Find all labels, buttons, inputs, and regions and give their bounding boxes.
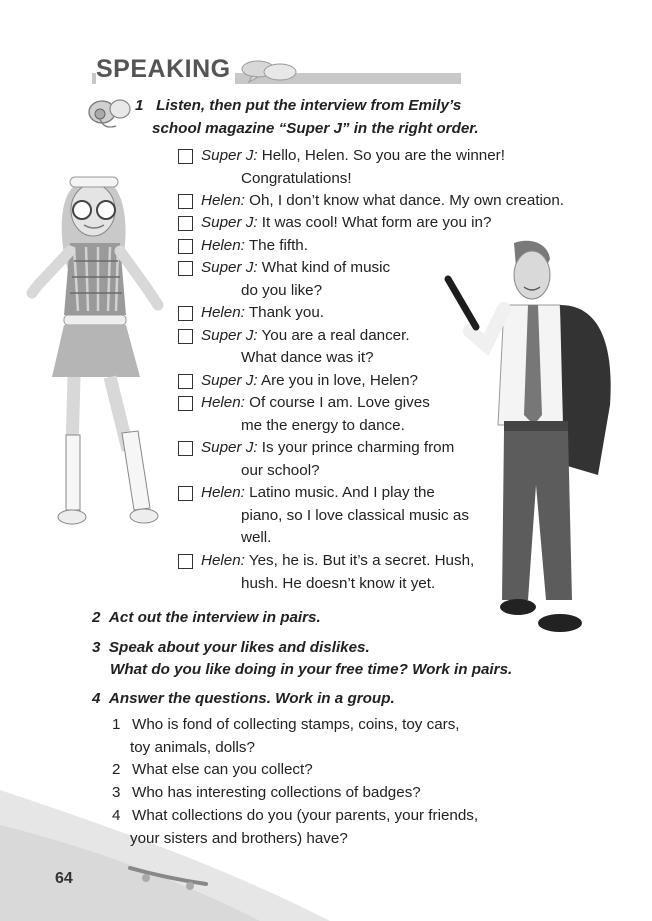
exercise2-instruction: 2 Act out the interview in pairs. bbox=[92, 609, 321, 626]
list-item: Super J: It was cool! What form are you in? bbox=[201, 214, 492, 231]
list-item-continuation: well. bbox=[241, 529, 272, 546]
exercise1-instruction-line2: school magazine “Super J” in the right order. bbox=[152, 120, 479, 137]
order-checkbox[interactable] bbox=[178, 239, 193, 254]
list-item: Super J: Hello, Helen. So you are the winner! bbox=[201, 147, 505, 164]
list-item: Super J: Is your prince charming from bbox=[201, 439, 455, 456]
list-item: Helen: Of course I am. Love gives bbox=[201, 394, 430, 411]
speech-bubbles-icon bbox=[240, 58, 300, 84]
list-item-continuation: do you like? bbox=[241, 282, 323, 299]
list-item-continuation: What dance was it? bbox=[241, 349, 374, 366]
list-item: Helen: Thank you. bbox=[201, 304, 324, 321]
order-checkbox[interactable] bbox=[178, 441, 193, 456]
list-item: Helen: Latino music. And I play the bbox=[201, 484, 435, 501]
list-item-continuation: toy animals, dolls? bbox=[130, 739, 255, 756]
list-item: Helen: Oh, I don’t know what dance. My own creation. bbox=[201, 192, 565, 209]
list-item: 4 What collections do you (your parents, your friends, bbox=[112, 807, 479, 824]
order-checkbox[interactable] bbox=[178, 306, 193, 321]
order-checkbox[interactable] bbox=[178, 554, 193, 569]
order-checkbox[interactable] bbox=[178, 329, 193, 344]
order-checkbox[interactable] bbox=[178, 396, 193, 411]
exercise3-instruction-line2: What do you like doing in your free time? Work in pairs. bbox=[110, 661, 513, 678]
list-item-continuation: Congratulations! bbox=[241, 170, 352, 187]
section-title: SPEAKING bbox=[96, 55, 235, 84]
list-item: Super J: What kind of music bbox=[201, 259, 391, 276]
list-item: Helen: The fifth. bbox=[201, 237, 308, 254]
list-item-continuation: me the energy to dance. bbox=[241, 417, 405, 434]
exercise4-instruction: 4 Answer the questions. Work in a group. bbox=[92, 690, 395, 707]
list-item-continuation: our school? bbox=[241, 462, 320, 479]
list-item: 2 What else can you collect? bbox=[112, 761, 313, 778]
boy-reporter-image bbox=[430, 235, 620, 645]
list-item: Helen: Yes, he is. But it’s a secret. Hush, bbox=[201, 552, 475, 569]
order-checkbox[interactable] bbox=[178, 149, 193, 164]
girl-dancer-image bbox=[18, 165, 178, 537]
skateboard-icon bbox=[126, 858, 210, 892]
exercise1-instruction: 1 Listen, then put the interview from Emily’s bbox=[135, 97, 462, 114]
list-item-continuation: hush. He doesn’t know it yet. bbox=[241, 575, 436, 592]
order-checkbox[interactable] bbox=[178, 486, 193, 501]
order-checkbox[interactable] bbox=[178, 216, 193, 231]
order-checkbox[interactable] bbox=[178, 374, 193, 389]
list-item-continuation: piano, so I love classical music as bbox=[241, 507, 469, 524]
list-item: 1 Who is fond of collecting stamps, coins, toy cars, bbox=[112, 716, 460, 733]
list-item: 3 Who has interesting collections of badges? bbox=[112, 784, 421, 801]
order-checkbox[interactable] bbox=[178, 194, 193, 209]
list-item: Super J: Are you in love, Helen? bbox=[201, 372, 418, 389]
list-item-continuation: your sisters and brothers) have? bbox=[130, 830, 348, 847]
order-checkbox[interactable] bbox=[178, 261, 193, 276]
exercise3-instruction: 3 Speak about your likes and dislikes. bbox=[92, 639, 370, 656]
headphones-icon bbox=[86, 96, 136, 136]
page-number: 64 bbox=[55, 870, 73, 887]
list-item: Super J: You are a real dancer. bbox=[201, 327, 410, 344]
